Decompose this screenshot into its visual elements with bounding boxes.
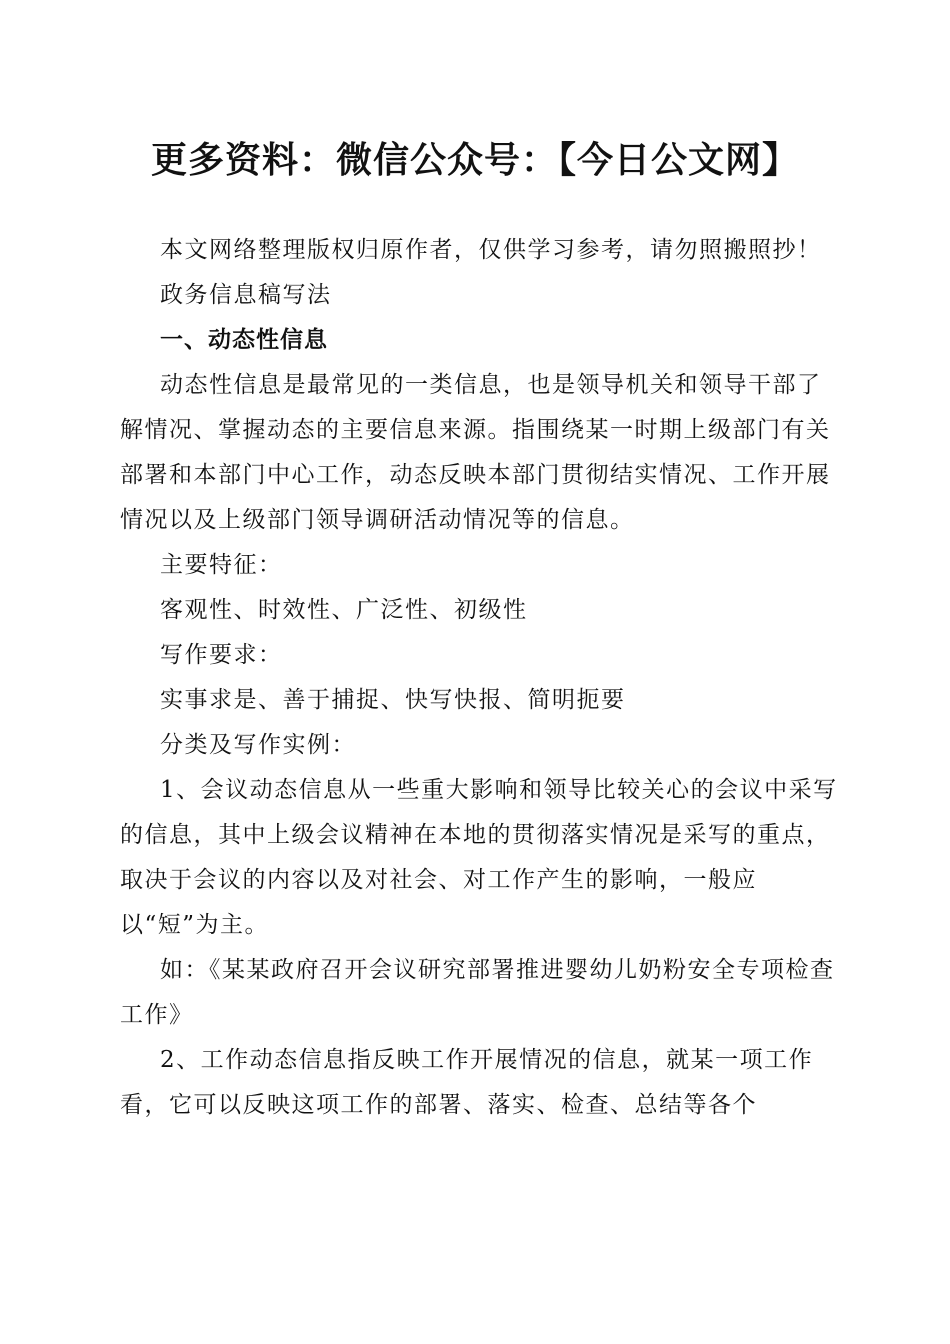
examples-label: 分类及写作实例： bbox=[160, 732, 356, 758]
copyright-notice: 本文网络整理版权归原作者，仅供学习参考，请勿照搬照抄！ bbox=[160, 237, 822, 263]
definition-paragraph: 动态性信息是最常见的一类信息，也是领导机关和领导干部了解情况、掌握动态的主要信息来源。指围绕某一时期上级部门有关部署和本部门中心工作，动态反映本部门贯彻结实情况、工作开展情况以及上级部门领导调研活动情况等的信息。 bbox=[120, 372, 831, 533]
document-title: 政务信息稿写法 bbox=[160, 282, 332, 308]
work-dynamics-paragraph: 2、工作动态信息指反映工作开展情况的信息，就某一项工作看，它可以反映这项工作的部署、落实、检查、总结等各个 bbox=[120, 1047, 814, 1118]
meeting-example-paragraph: 如：《某某政府召开会议研究部署推进婴幼儿奶粉安全专项检查工作》 bbox=[120, 957, 835, 1028]
features-value: 客观性、时效性、广泛性、初级性 bbox=[160, 597, 528, 623]
document-body bbox=[120, 228, 840, 1128]
requirements-label: 写作要求： bbox=[160, 642, 283, 668]
section-heading: 一、动态性信息 bbox=[160, 327, 328, 353]
page-title: 更多资料：微信公众号：【今日公文网】 bbox=[150, 139, 799, 181]
requirements-value: 实事求是、善于捕捉、快写快报、简明扼要 bbox=[160, 687, 626, 713]
meeting-dynamics-paragraph: 1、会议动态信息从一些重大影响和领导比较关心的会议中采写的信息，其中上级会议精神在本地的贯彻落实情况是采写的重点，取决于会议的内容以及对社会、对工作产生的影响，一般应以“短”为主。 bbox=[120, 777, 838, 938]
features-label: 主要特征： bbox=[160, 552, 283, 578]
